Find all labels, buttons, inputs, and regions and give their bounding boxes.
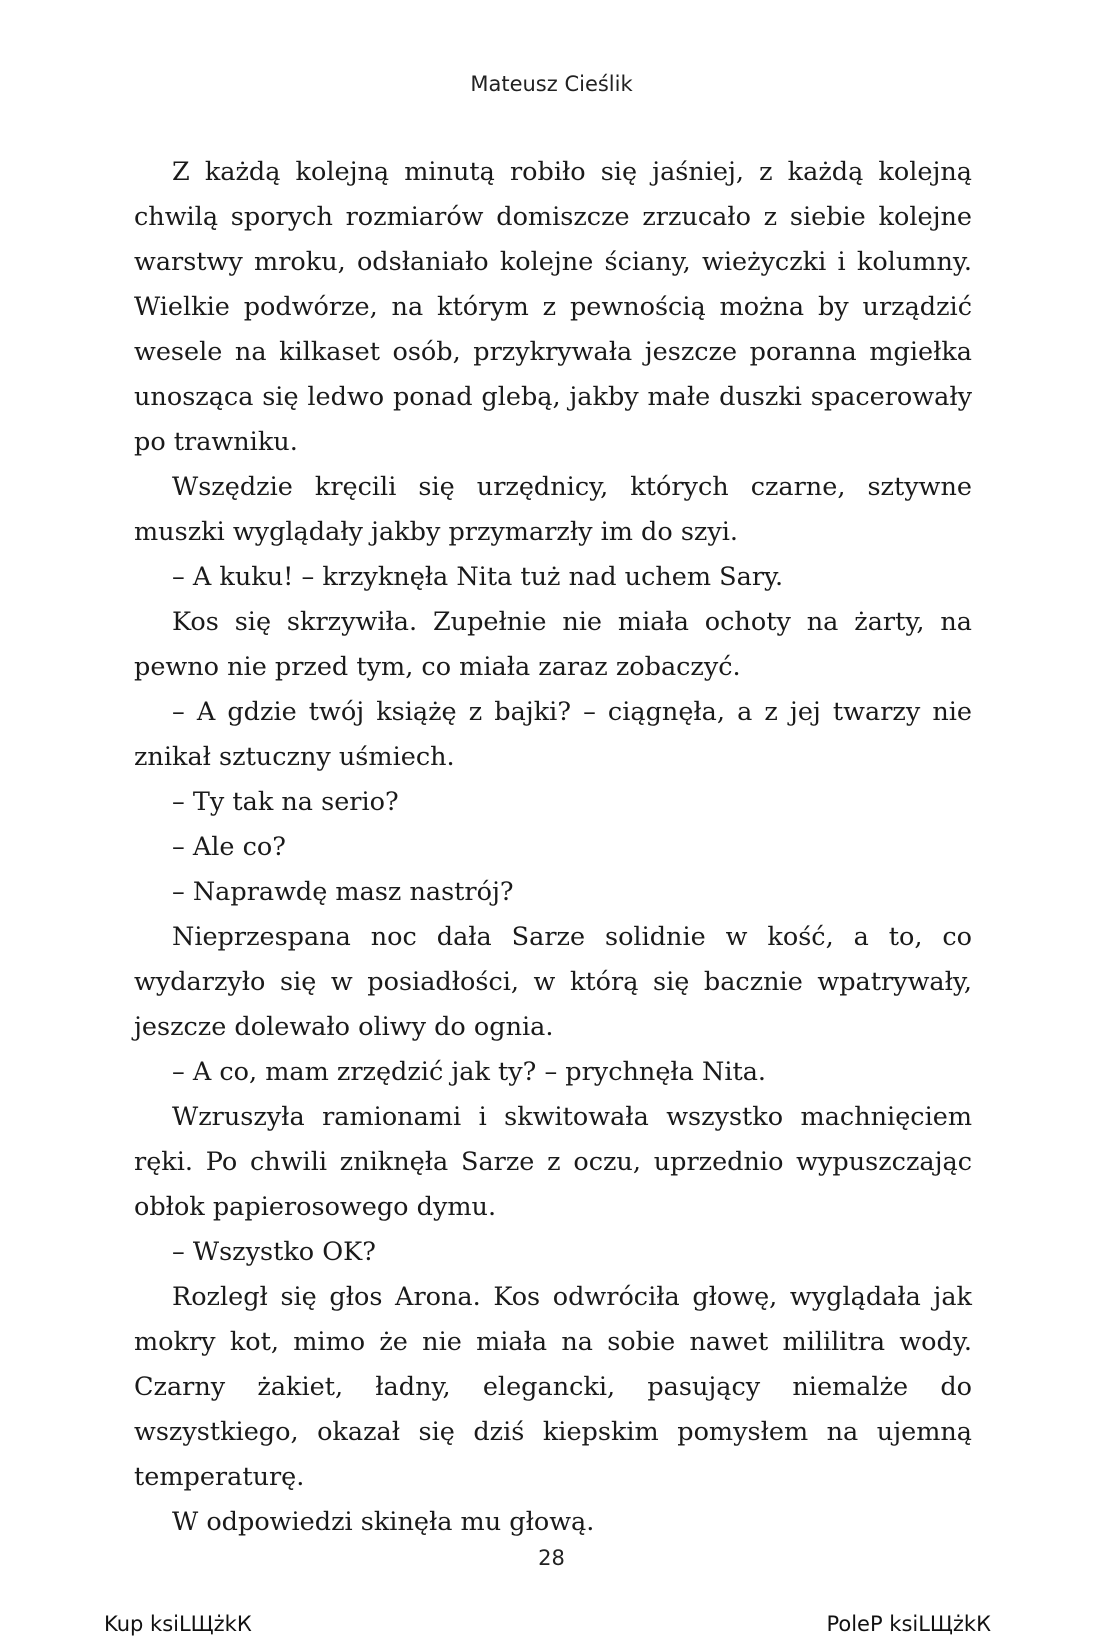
- paragraph: Kos się skrzywiła. Zupełnie nie miała ochoty na żarty, na pewno nie przed tym, co miała zaraz zobaczyć.: [134, 607, 972, 682]
- paragraph: Nieprzespana noc dała Sarze solidnie w kość, a to, co wydarzyło się w posiadłości, w którą się bacznie wpatrywały, jeszcze dolewało oliwy do ognia.: [134, 922, 972, 1042]
- paragraph: Wzruszyła ramionami i skwitowała wszystko machnięciem ręki. Po chwili zniknęła Sarze z oczu, uprzednio wypuszczając obłok papierosowego dymu.: [134, 1102, 972, 1222]
- paragraph: – Naprawdę masz nastrój?: [172, 877, 514, 907]
- page-number: 28: [538, 1546, 565, 1570]
- buy-book-link[interactable]: Kup ksiLЩżkК: [104, 1612, 252, 1636]
- paragraph: – Ty tak na serio?: [172, 787, 399, 817]
- paragraph: Rozległ się głos Arona. Kos odwróciła głowę, wyglądała jak mokry kot, mimo że nie miała na sobie nawet mililitra wody. Czarny żakiet, ładny, elegancki, pasujący niemalże do wszystkiego, okazał się dziś kiepskim pomysłem na ujemną temperaturę.: [134, 1282, 972, 1492]
- paragraph: Wszędzie kręcili się urzędnicy, których czarne, sztywne muszki wyglądały jakby przymarzły im do szyi.: [134, 472, 972, 547]
- recommend-book-link[interactable]: PoleР ksiLЩżkК: [826, 1612, 991, 1636]
- paragraph: – A co, mam zrzędzić jak ty? – prychnęła Nita.: [172, 1057, 767, 1087]
- paragraph: W odpowiedzi skinęła mu głową.: [172, 1507, 595, 1537]
- paragraph: – Wszystko OK?: [172, 1237, 376, 1267]
- paragraph: – A kuku! – krzyknęła Nita tuż nad uchem Sary.: [172, 562, 784, 592]
- chapter-text: [134, 150, 972, 1545]
- paragraph: – Ale co?: [172, 832, 286, 862]
- paragraph: – A gdzie twój książę z bajki? – ciągnęła, a z jej twarzy nie znikał sztuczny uśmiech.: [134, 697, 972, 772]
- paragraph: Z każdą kolejną minutą robiło się jaśniej, z każdą kolejną chwilą sporych rozmiarów domiszcze zrzucało z siebie kolejne warstwy mroku, odsłaniało kolejne ściany, wieżyczki i kolumny. Wielkie podwórze, na którym z pewnością można by urządzić wesele na kilkaset osób, przykrywała jeszcze poranna mgiełka unosząca się ledwo ponad glebą, jakby małe duszki spacerowały po trawniku.: [134, 157, 972, 457]
- running-header-author: Mateusz Cieślik: [470, 72, 633, 96]
